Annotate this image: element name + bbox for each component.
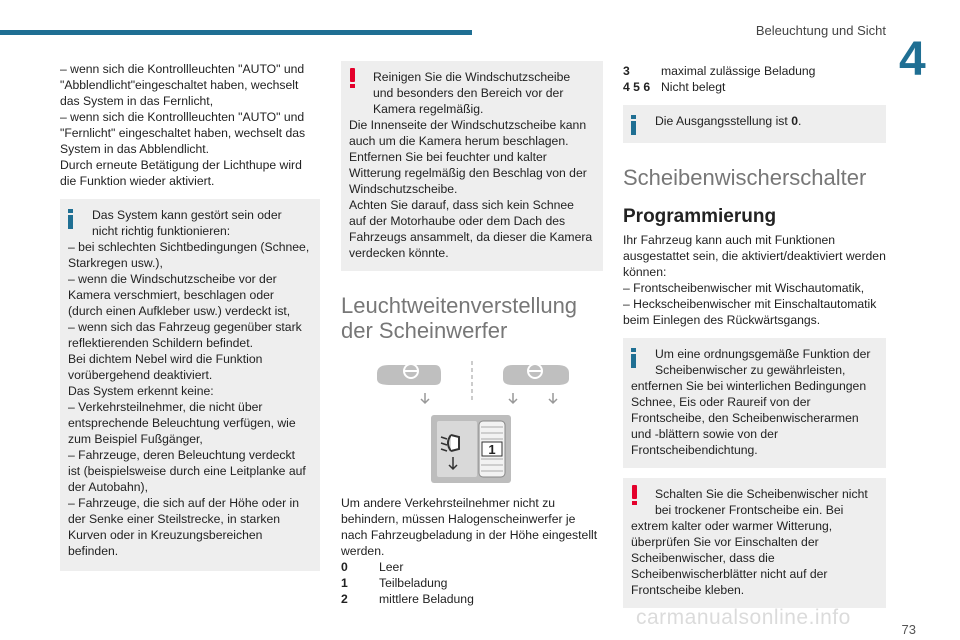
info-icon (631, 115, 636, 135)
info-box-lead: Das System kann gestört sein oder nicht richtig funktionieren: (92, 208, 282, 238)
body-text: – wenn sich die Kontrollleuchten "AUTO" und "Abblendlicht"eingeschaltet haben, wechselt das System in das Fernlicht, – wenn sich die Kontrollleuchten "AUTO" und "Fernlicht" eingeschaltet haben, wechselt das System in das Abblendlicht. Durch erneute Betätigung der Lichthupe wird die Funktion wieder aktiviert. (60, 62, 306, 188)
list-item: 4 5 6 Nicht belegt (623, 80, 726, 94)
headlamp-figure (341, 357, 603, 489)
list-item: 2 mittlere Beladung (341, 592, 474, 606)
warning-box (341, 61, 603, 271)
info-box-text: entfernen Sie bei winterlichen Bedingungen Schnee, Eis oder Raureif von der Frontscheibe, den Scheibenwischerarmen und -blättern sowie von der Frontscheibendichtung. (631, 379, 867, 457)
list-item: 1 Teilbeladung (341, 576, 448, 590)
warning-box (623, 478, 886, 608)
info-box-lead: Um eine ordnungsgemäße Funktion der Scheibenwischer zu gewährleisten, (655, 347, 871, 377)
info-box-text: – bei schlechten Sichtbedingungen (Schnee, Starkregen usw.), – wenn die Windschutzscheibe vor der Kamera verschmiert, beschlagen oder (durch einen Aufkleber usw.) verdeckt ist, – wenn sich das Fahrzeug gegenüber stark reflektierenden Schildern befindet. Bei dichtem Nebel wird die Funktion vorübergehend deaktiviert. Das System erkennt keine: – Verkehrsteilnehmer, die nicht über entsprechende Beleuchtung verfügen, wie zum Beispiel Fußgänger, – Fahrzeuge, deren Beleuchtung verdeckt ist (beispielsweise durch eine Leitplanke auf der Autobahn), – Fahrzeuge, die sich auf der Höhe oder in der Senke einer Steilstrecke, in starken Kurven oder in Kreuzungsbereichen befinden. (68, 240, 310, 558)
warning-icon (350, 68, 356, 88)
list-item: 3 maximal zulässige Beladung (623, 64, 816, 78)
car-loaded-icon (503, 364, 569, 403)
chapter-number: 4 (899, 33, 926, 86)
info-box (60, 199, 320, 571)
warning-box-lead: Reinigen Sie die Windschutzscheibe und besonders den Bereich vor der Kamera regelmäßig. (373, 70, 571, 116)
body-text: Ihr Fahrzeug kann auch mit Funktionen ausgestattet sein, die aktiviert/deaktiviert werden können: – Frontscheibenwischer mit Wischautomatik, – Heckscheibenwischer mit Einschaltautomatik beim Einlegen des Rückwärtsgangs. (623, 233, 886, 327)
warning-icon (632, 485, 638, 505)
page-number: 73 (901, 622, 916, 637)
info-icon (631, 348, 636, 368)
column-2 (341, 61, 603, 607)
info-icon (68, 209, 73, 229)
headlamp-dial (431, 415, 511, 483)
header-title: Beleuchtung und Sicht (755, 23, 886, 38)
column-3 (623, 63, 886, 608)
column-1 (60, 61, 320, 571)
headlamp-adjuster-illustration (341, 357, 603, 489)
info-box-lead: Die Ausgangsstellung ist (655, 114, 788, 128)
subsection-title: Programmierung (623, 206, 777, 227)
load-list-continued (623, 63, 886, 95)
section-title: Leuchtweitenverstellung der Scheinwerfer (341, 293, 578, 343)
body-text: Um andere Verkehrsteilnehmer nicht zu behindern, müssen Halogenscheinwerfer je nach Fahrzeugbeladung in der Höhe eingestellt werden. (341, 496, 598, 558)
info-box-value: 0 (791, 114, 798, 128)
watermark: carmanualsonline.info (636, 606, 851, 629)
car-empty-icon (377, 364, 441, 403)
section-title: Scheibenwischerschalter (623, 165, 867, 190)
warning-box-text: extrem kalter oder warmer Witterung, überprüfen Sie vor Einschalten der Scheibenwischer, dass die Scheibenwischerblätter nicht auf der Frontscheibe kleben. (631, 519, 833, 597)
warning-box-lead: Schalten Sie die Scheibenwischer nicht bei trockener Frontscheibe ein. Bei (655, 487, 868, 517)
load-list (341, 559, 603, 607)
info-box: Die Ausgangsstellung ist 0. (623, 105, 886, 143)
warning-box-text: Die Innenseite der Windschutzscheibe kann auch um die Kamera herum beschlagen. Entfernen Sie bei feuchter und kalter Witterung regelmäßig den Beschlag von der Windschutzscheibe. Achten Sie darauf, dass sich kein Schnee auf der Motorhaube oder dem Dach des Fahrzeugs ansammelt, da dieser die Kamera verdecken könnte. (349, 118, 593, 260)
header-accent-bar (0, 30, 472, 35)
list-item: 0 Leer (341, 560, 404, 574)
info-box (623, 338, 886, 468)
dial-value: 1 (488, 442, 496, 457)
